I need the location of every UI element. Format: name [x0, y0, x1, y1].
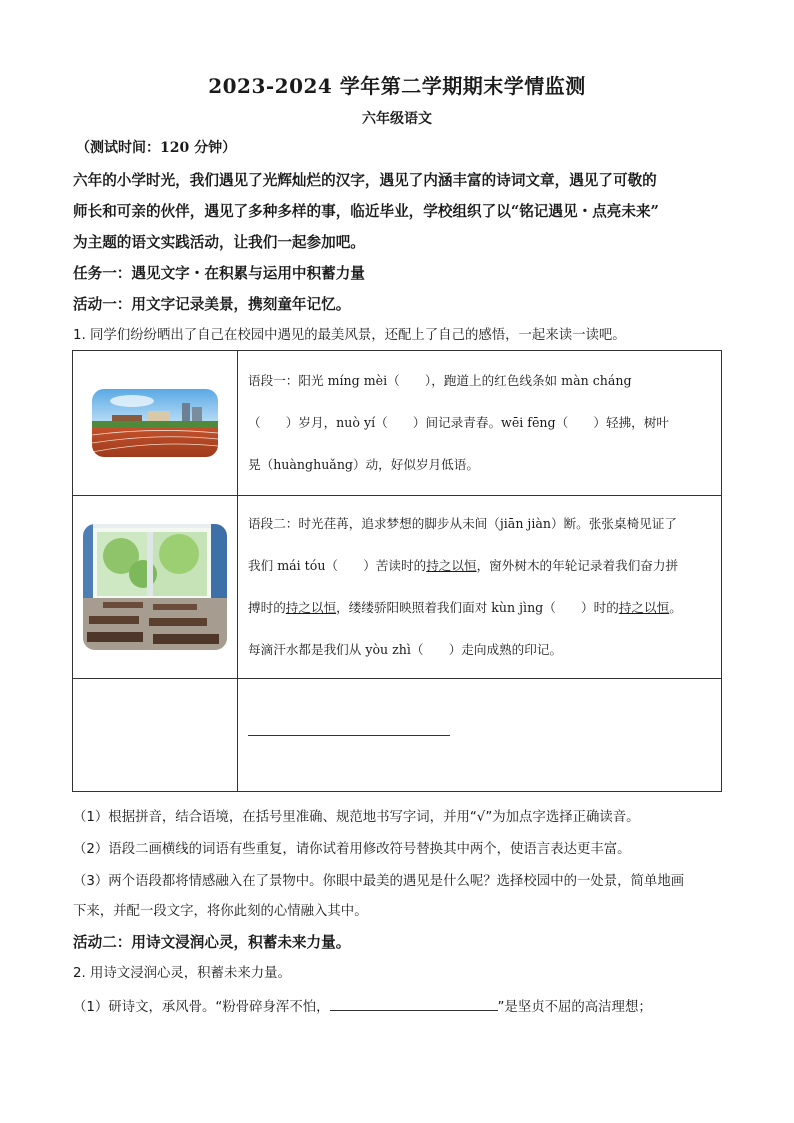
- question-1-3-line-1: （3）两个语段都将情感融入在了景物中。你眼中最美的遇见是什么呢？选择校园中的一处景，简单地画: [73, 874, 685, 889]
- passage-two: [238, 496, 722, 679]
- image-cell: [73, 496, 238, 679]
- question-1-1: （1）根据拼音，结合语境，在括号里准确、规范地书写字词，并用“√”为加点字选择正确读音。: [73, 810, 640, 825]
- exam-title: 2023-2024 学年第二学期期末学情监测: [208, 74, 586, 98]
- table-row: [73, 496, 722, 679]
- question-1: 1. 同学们纷纷晒出了自己在校园中遇见的最美风景，还配上了自己的感悟，一起来读一读吧。: [73, 328, 626, 343]
- table-row: [73, 351, 722, 496]
- text-fragment: 搏时的: [248, 600, 286, 615]
- task1-heading: 任务一：遇见文字・在积累与运用中积蓄力量: [73, 265, 365, 282]
- intro-line-1: 六年的小学时光，我们遇见了光辉灿烂的汉字，遇见了内涵丰富的诗词文章，遇见了可敬的: [73, 172, 657, 189]
- exam-subtitle: 六年级语文: [362, 111, 432, 127]
- question-2: 2. 用诗文浸润心灵，积蓄未来力量。: [73, 966, 291, 981]
- passage-one-line-1: 语段一：阳光 míng mèi（ ），跑道上的红色线条如 màn cháng: [248, 373, 632, 388]
- passage-one-line-2: （ ）岁月，nuò yí（ ）间记录青春。wēi fēng（ ）轻拂，树叶: [248, 415, 669, 430]
- text-fragment: （1）研诗文，承风骨。“粉骨碎身浑不怕，: [73, 1000, 330, 1015]
- intro-line-3: 为主题的语文实践活动，让我们一起参加吧。: [73, 234, 365, 251]
- time-note: （测试时间：120 分钟）: [76, 140, 237, 156]
- answer-cell[interactable]: [238, 679, 722, 792]
- passage-one-line-3: 晃（huànghuǎng）动，好似岁月低语。: [248, 457, 479, 472]
- passage-two-line-4: 每滴汗水都是我们从 yòu zhì（ ）走向成熟的印记。: [248, 642, 563, 657]
- underlined-phrase: 持之以恒: [285, 600, 337, 615]
- underlined-phrase: 持之以恒: [426, 558, 477, 573]
- fill-blank[interactable]: [330, 996, 498, 1011]
- activity2-heading: 活动二：用诗文浸润心灵，积蓄未来力量。: [73, 934, 351, 951]
- answer-line: [248, 735, 450, 736]
- text-fragment: 我们 mái tóu（ ）苦读时的: [248, 558, 427, 573]
- text-fragment: ，窗外树木的年轮记录着我们奋力拼: [476, 558, 679, 573]
- underlined-phrase: 持之以恒: [618, 600, 670, 615]
- passage-table: [72, 350, 722, 792]
- text-fragment: ，缕缕骄阳映照着我们面对 kùn jìng（ ）时的: [336, 600, 619, 615]
- question-1-2: （2）语段二画横线的词语有些重复，请你试着用修改符号替换其中两个，使语言表达更丰富。: [73, 842, 631, 857]
- question-1-3-line-2: 下来，并配一段文字，将你此刻的心情融入其中。: [73, 904, 368, 919]
- passage-two-line-3: [248, 587, 713, 629]
- question-2-1: [73, 996, 733, 1018]
- passage-one: [238, 351, 722, 496]
- passage-two-line-2: [248, 545, 713, 587]
- image-cell: [73, 351, 238, 496]
- drawing-cell[interactable]: [73, 679, 238, 792]
- table-row: [73, 679, 722, 792]
- text-fragment: 。: [669, 600, 682, 615]
- text-fragment: ”是坚贞不屈的高洁理想；: [497, 1000, 652, 1015]
- intro-line-2: 师长和可亲的伙伴，遇见了多种多样的事，临近毕业，学校组织了以“铭记遇见・点亮未来”: [73, 203, 659, 220]
- classroom-photo: [83, 524, 227, 650]
- track-photo: [92, 389, 218, 457]
- passage-two-line-1: 语段二：时光荏苒，追求梦想的脚步从未间（jiān jiàn）断。张张桌椅见证了: [248, 516, 677, 531]
- activity1-heading: 活动一：用文字记录美景，携刻童年记忆。: [73, 296, 351, 313]
